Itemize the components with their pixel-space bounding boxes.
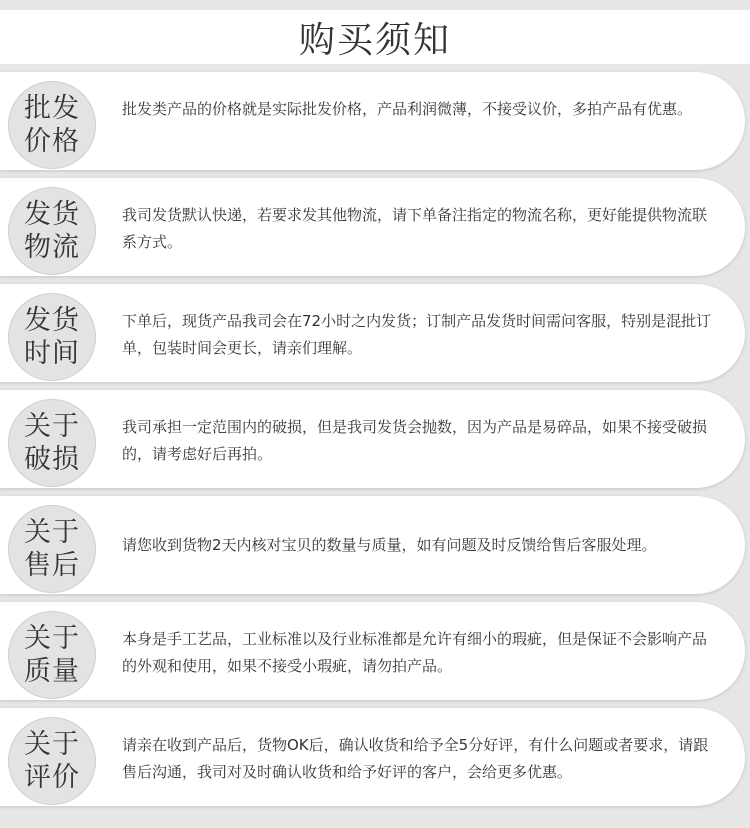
- item-label-badge: [8, 717, 96, 805]
- item-label-badge: [8, 611, 96, 699]
- item-label-badge: [8, 399, 96, 487]
- item-description: 批发类产品的价格就是实际批发价格，产品利润微薄，不接受议价，多拍产品有优惠。: [122, 100, 693, 118]
- item-label-badge: [8, 81, 96, 169]
- item-description: 我司承担一定范围内的破损，但是我司发货会抛数，因为产品是易碎品，如果不接受破损的，请考虑好后再拍。: [122, 418, 708, 463]
- item-label-line1: 关于: [24, 517, 80, 548]
- notice-item-after-sales: [0, 496, 745, 594]
- item-label-line2: 物流: [24, 232, 80, 263]
- item-label-line1: 发货: [24, 199, 80, 230]
- item-label-line2: 破损: [24, 444, 80, 475]
- item-description: 请亲在收到产品后，货物OK后，确认收货和给予全5分好评，有什么问题或者要求，请跟售后沟通，我司对及时确认收货和给予好评的客户，会给更多优惠。: [122, 736, 709, 781]
- item-description: 我司发货默认快递，若要求发其他物流，请下单备注指定的物流名称，更好能提供物流联系方式。: [122, 206, 708, 251]
- page-title: 购买须知: [298, 19, 451, 61]
- notice-item-wholesale-price: [0, 72, 745, 170]
- title-bar: [0, 10, 750, 64]
- item-label-line1: 关于: [24, 623, 80, 654]
- item-label-line1: 发货: [24, 305, 80, 336]
- item-label-badge: [8, 187, 96, 275]
- item-label-badge: [8, 293, 96, 381]
- item-label-line2: 质量: [24, 656, 80, 687]
- item-description: 本身是手工艺品，工业标准以及行业标准都是允许有细小的瑕疵，但是保证不会影响产品的外观和使用，如果不接受小瑕疵，请勿拍产品。: [122, 630, 708, 675]
- item-description: 下单后，现货产品我司会在72小时之内发货；订制产品发货时间需问客服，特别是混批订单，包装时间会更长，请亲们理解。: [122, 312, 712, 357]
- item-label-badge: [8, 505, 96, 593]
- item-label-line2: 评价: [24, 762, 80, 793]
- item-label-line1: 关于: [24, 729, 80, 760]
- notice-item-review: [0, 708, 745, 806]
- item-label-line2: 售后: [24, 550, 80, 581]
- notice-item-shipping-time: [0, 284, 745, 382]
- item-label-line2: 价格: [24, 126, 80, 157]
- item-label-line2: 时间: [24, 338, 80, 369]
- notice-item-quality: [0, 602, 745, 700]
- notice-item-shipping-logistics: [0, 178, 745, 276]
- item-description: 请您收到货物2天内核对宝贝的数量与质量，如有问题及时反馈给售后客服处理。: [122, 536, 657, 554]
- item-label-line1: 批发: [24, 93, 80, 124]
- notice-item-breakage: [0, 390, 745, 488]
- item-label-line1: 关于: [24, 411, 80, 442]
